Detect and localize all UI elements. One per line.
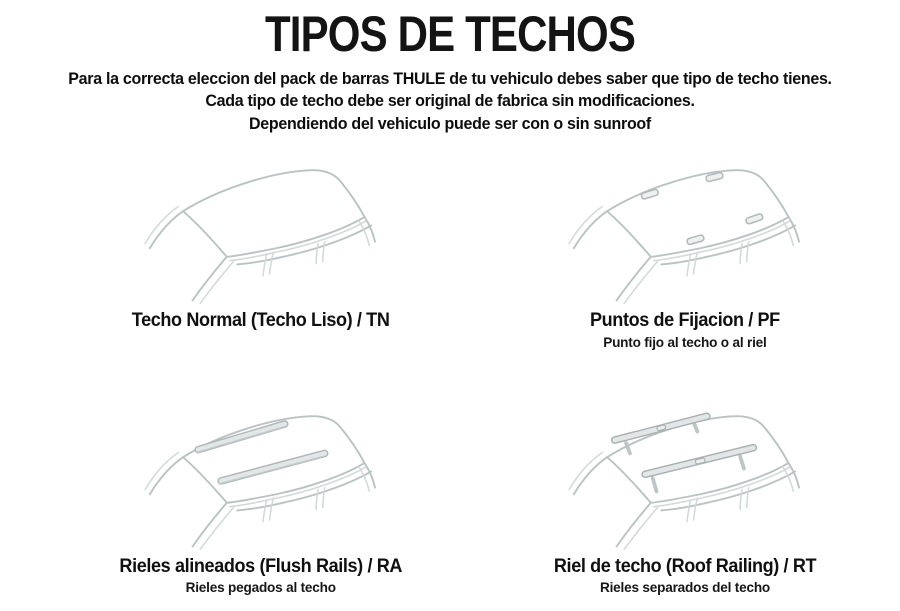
roof-type-caption [585, 310, 785, 350]
intro-line: Cada tipo de techo debe ser original de fabrica sin modificaciones. [205, 92, 695, 111]
intro-line: Dependiendo del vehiculo puede ser con o sin sunroof [249, 115, 651, 134]
roof-type-card-ra [96, 404, 426, 596]
intro-text [0, 68, 900, 136]
roof-type-caption [547, 556, 823, 596]
roof-type-label: Riel de techo (Roof Railing) / RT [553, 555, 817, 577]
smooth-roof-icon [96, 158, 426, 310]
roof-types-infographic [0, 8, 900, 608]
intro-line: Para la correcta eleccion del pack de barras THULE de tu vehiculo debes saber que tipo de techo tienes. [68, 69, 832, 88]
fixpoint-roof-icon [520, 158, 850, 310]
roof-railing-roof-icon [520, 404, 850, 556]
roof-type-grid [0, 136, 900, 611]
roof-type-sublabel: Rieles pegados al techo [185, 579, 337, 596]
page-title: TIPOS DE TECHOS [264, 6, 636, 62]
roof-type-card-pf [520, 158, 850, 350]
roof-type-caption [125, 310, 396, 332]
roof-type-label: Puntos de Fijacion / PF [590, 309, 780, 331]
roof-type-card-rt [520, 404, 850, 596]
roof-type-sublabel: Punto fijo al techo o al riel [603, 333, 767, 350]
roof-type-caption [112, 556, 409, 596]
roof-type-sublabel: Rieles separados del techo [599, 579, 771, 596]
roof-type-card-tn [96, 158, 426, 350]
roof-type-label: Techo Normal (Techo Liso) / TN [132, 309, 390, 331]
roof-type-label: Rieles alineados (Flush Rails) / RA [119, 555, 403, 577]
flush-rails-roof-icon [96, 404, 426, 556]
